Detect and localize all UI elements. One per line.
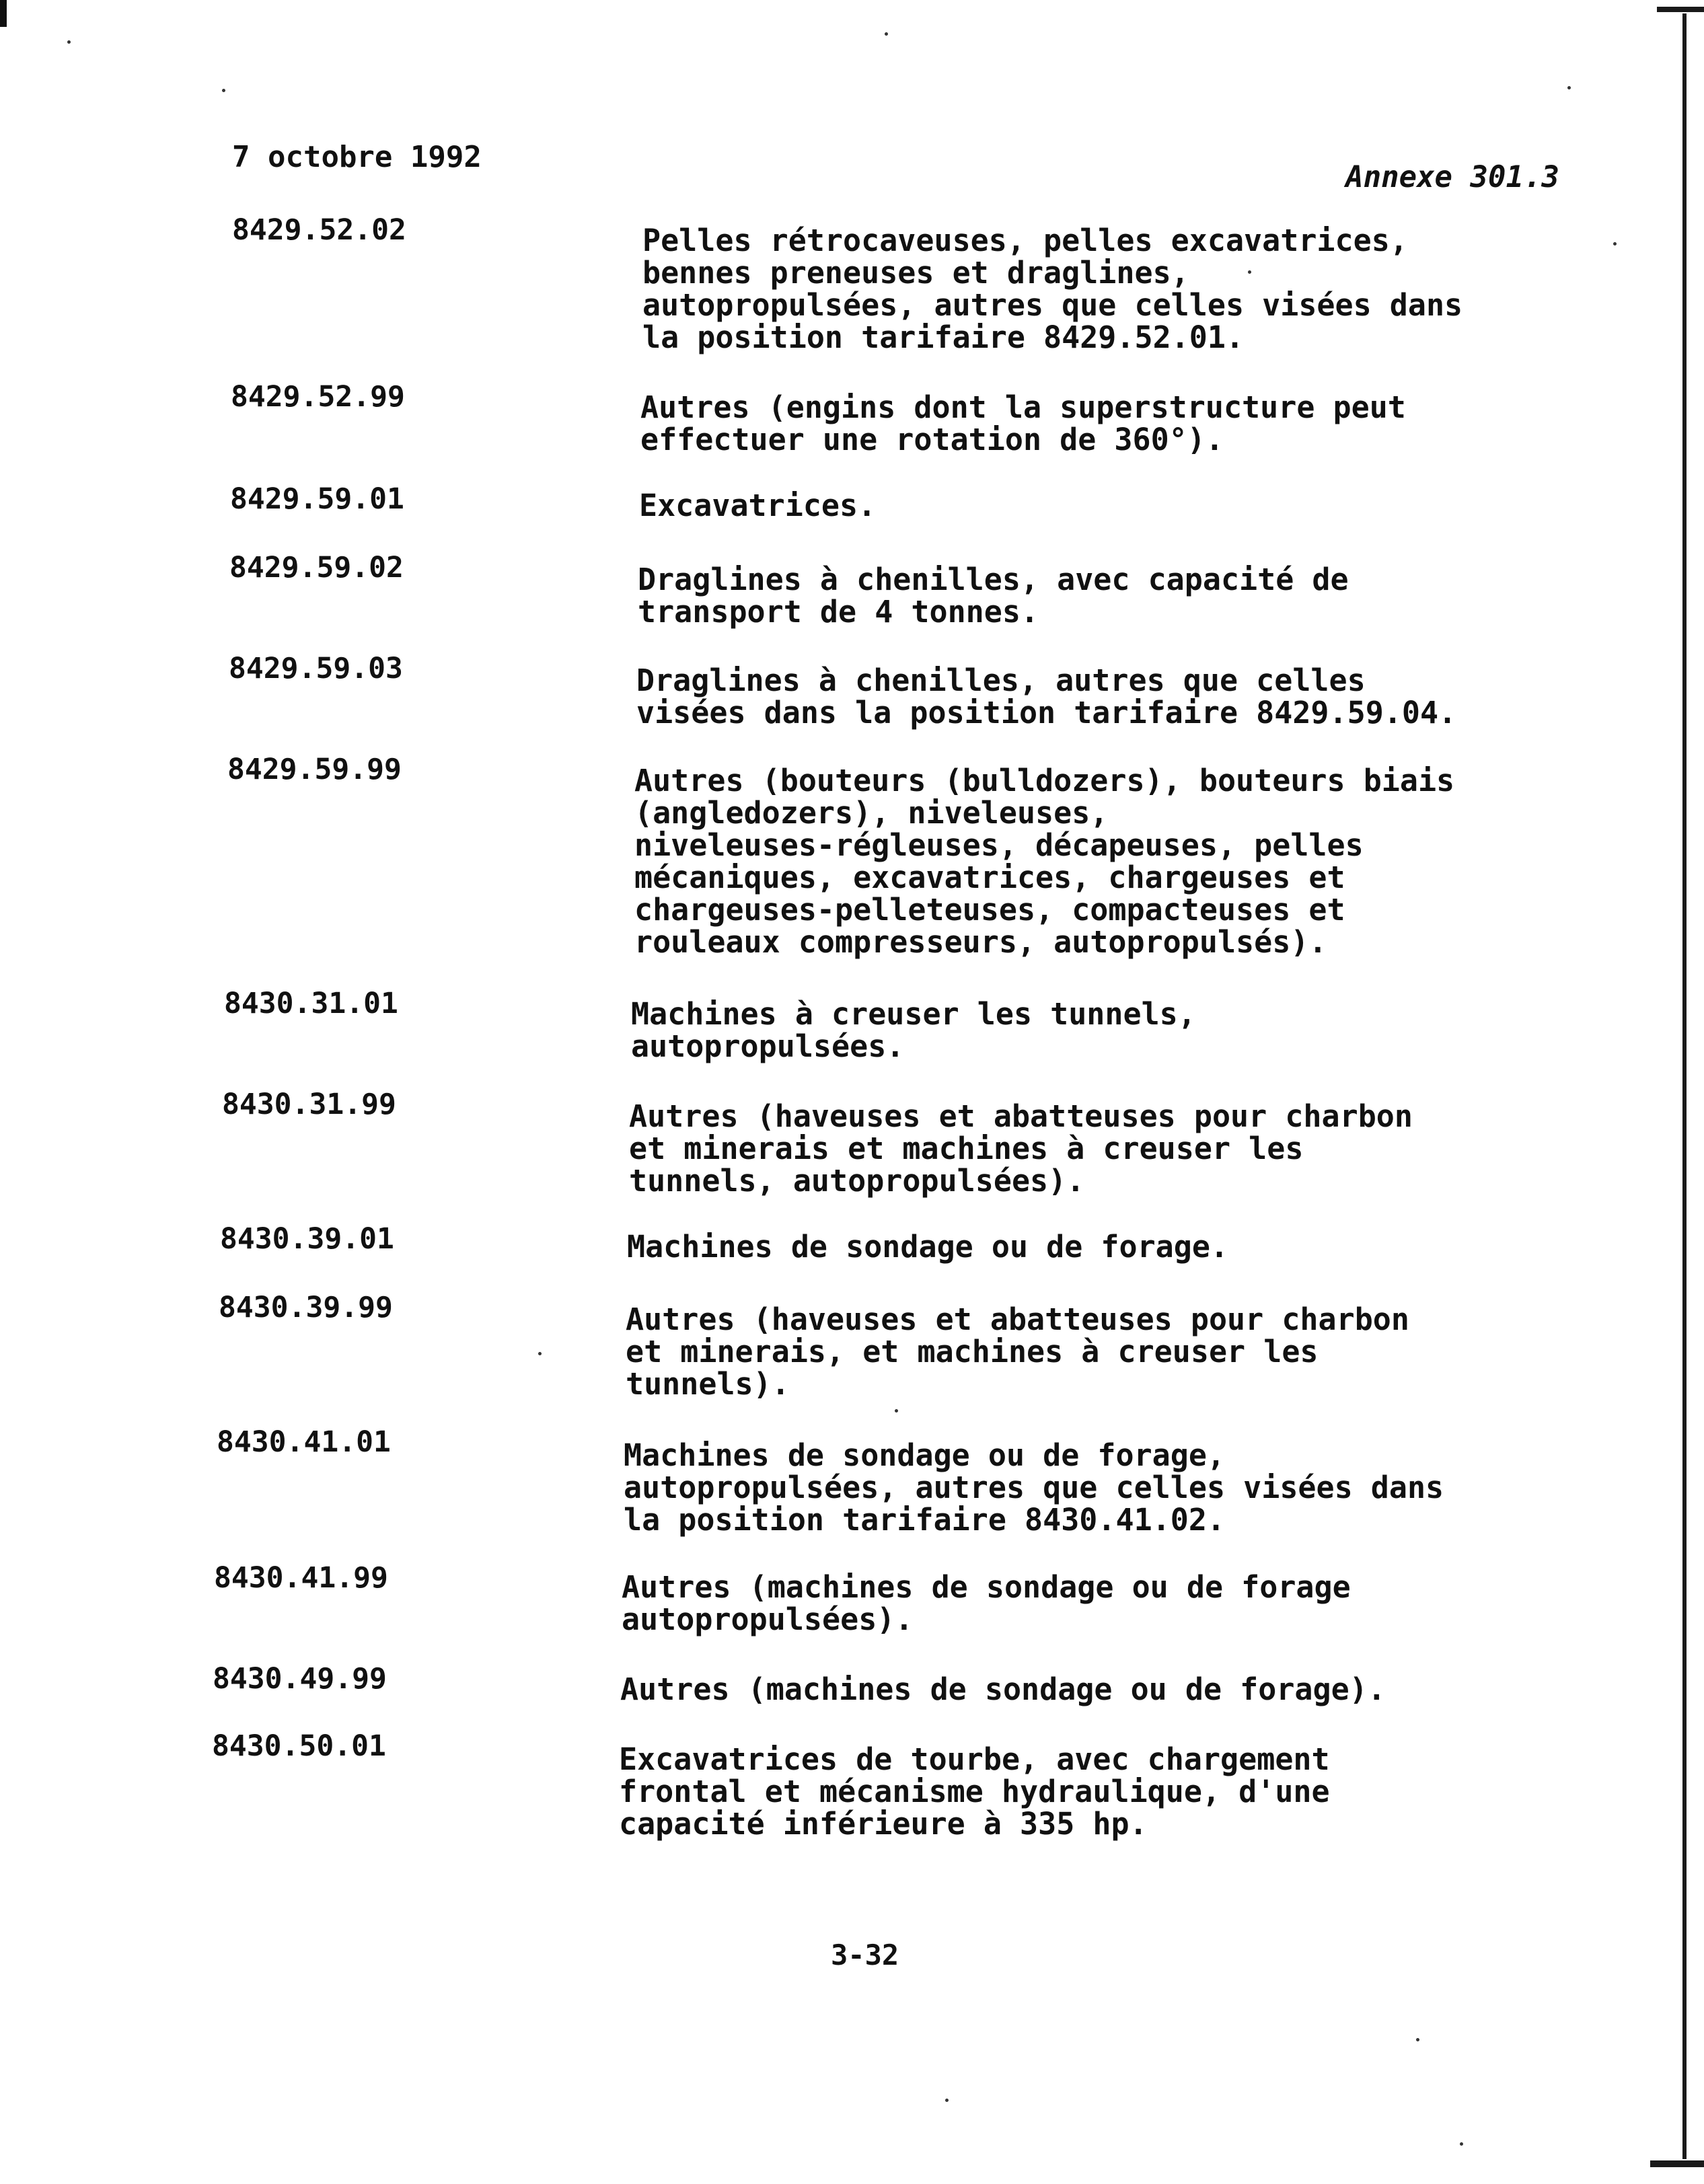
tariff-code: 8429.59.02	[229, 551, 404, 585]
scan-speck	[1613, 242, 1617, 246]
scan-speck	[222, 89, 225, 92]
tariff-code: 8430.49.99	[213, 1662, 387, 1696]
document-date: 7 octobre 1992	[232, 140, 482, 174]
tariff-code: 8430.41.99	[214, 1561, 388, 1595]
scan-corner-mark	[0, 0, 7, 27]
tariff-code: 8429.59.99	[227, 753, 402, 786]
tariff-description: Excavatrices de tourbe, avec chargement frontal et mécanisme hydraulique, d'une capacité inférieure à 335 hp.	[619, 1741, 1330, 1842]
tariff-description: Machines à creuser les tunnels, autopropulsées.	[631, 996, 1196, 1064]
tariff-description: Draglines à chenilles, avec capacité de transport de 4 tonnes.	[638, 562, 1349, 630]
scan-speck	[1460, 2142, 1463, 2146]
tariff-code: 8430.50.01	[212, 1729, 386, 1763]
scan-speck	[945, 2099, 949, 2102]
scan-speck	[895, 1409, 898, 1413]
tariff-description: Autres (engins dont la superstructure peut effectuer une rotation de 360°).	[640, 389, 1406, 457]
tariff-description: Autres (haveuses et abatteuses pour charbon et minerais et machines à creuser les tunnels, autopropulsées).	[629, 1098, 1413, 1199]
tariff-code: 8429.52.99	[231, 380, 405, 414]
tariff-code: 8430.39.01	[220, 1222, 394, 1256]
tariff-code: 8430.39.99	[219, 1291, 393, 1324]
tariff-description: Machines de sondage ou de forage.	[627, 1229, 1229, 1265]
scan-speck	[67, 40, 71, 44]
tariff-code: 8430.41.01	[217, 1425, 391, 1459]
tariff-description: Machines de sondage ou de forage, autopropulsées, autres que celles visées dans la position tarifaire 8430.41.02.	[624, 1437, 1444, 1538]
scan-speck	[885, 32, 888, 36]
tariff-code: 8429.52.02	[232, 213, 406, 247]
scan-speck	[1248, 270, 1251, 274]
tariff-code: 8430.31.01	[224, 987, 398, 1020]
page-number: 3-32	[831, 1938, 899, 1971]
tariff-description: Excavatrices.	[639, 488, 877, 523]
tariff-description: Draglines à chenilles, autres que celles visées dans la position tarifaire 8429.59.04.	[636, 663, 1457, 730]
border-top-tick	[1657, 7, 1704, 12]
annex-label: Annexe 301.3	[1345, 160, 1559, 194]
scan-edge-border	[1650, 0, 1704, 2184]
tariff-description: Autres (haveuses et abatteuses pour charbon et minerais, et machines à creuser les tunnels).	[626, 1302, 1409, 1402]
tariff-code: 8430.31.99	[222, 1088, 396, 1121]
border-bottom-tick	[1650, 2160, 1704, 2167]
scan-speck	[538, 1352, 542, 1355]
border-vertical-line	[1682, 13, 1687, 2159]
tariff-code: 8429.59.03	[229, 652, 403, 685]
tariff-description: Pelles rétrocaveuses, pelles excavatrices, bennes preneuses et draglines, autopropulsées, autres que celles visées dans la position tarifaire 8429.52.01.	[642, 223, 1463, 355]
scan-speck	[1567, 86, 1571, 89]
scan-speck	[1416, 2038, 1419, 2041]
tariff-description: Autres (bouteurs (bulldozers), bouteurs biais (angledozers), niveleuses, niveleuses-régleuses, décapeuses, pelles mécaniques, excavatrices, chargeuses et chargeuses-pelleteuses, compacteuses et rouleaux compresseurs, autopropulsés).	[634, 763, 1455, 960]
tariff-description: Autres (machines de sondage ou de forage).	[620, 1671, 1386, 1707]
tariff-code: 8429.59.01	[230, 482, 404, 516]
tariff-description: Autres (machines de sondage ou de forage autopropulsées).	[622, 1569, 1351, 1637]
